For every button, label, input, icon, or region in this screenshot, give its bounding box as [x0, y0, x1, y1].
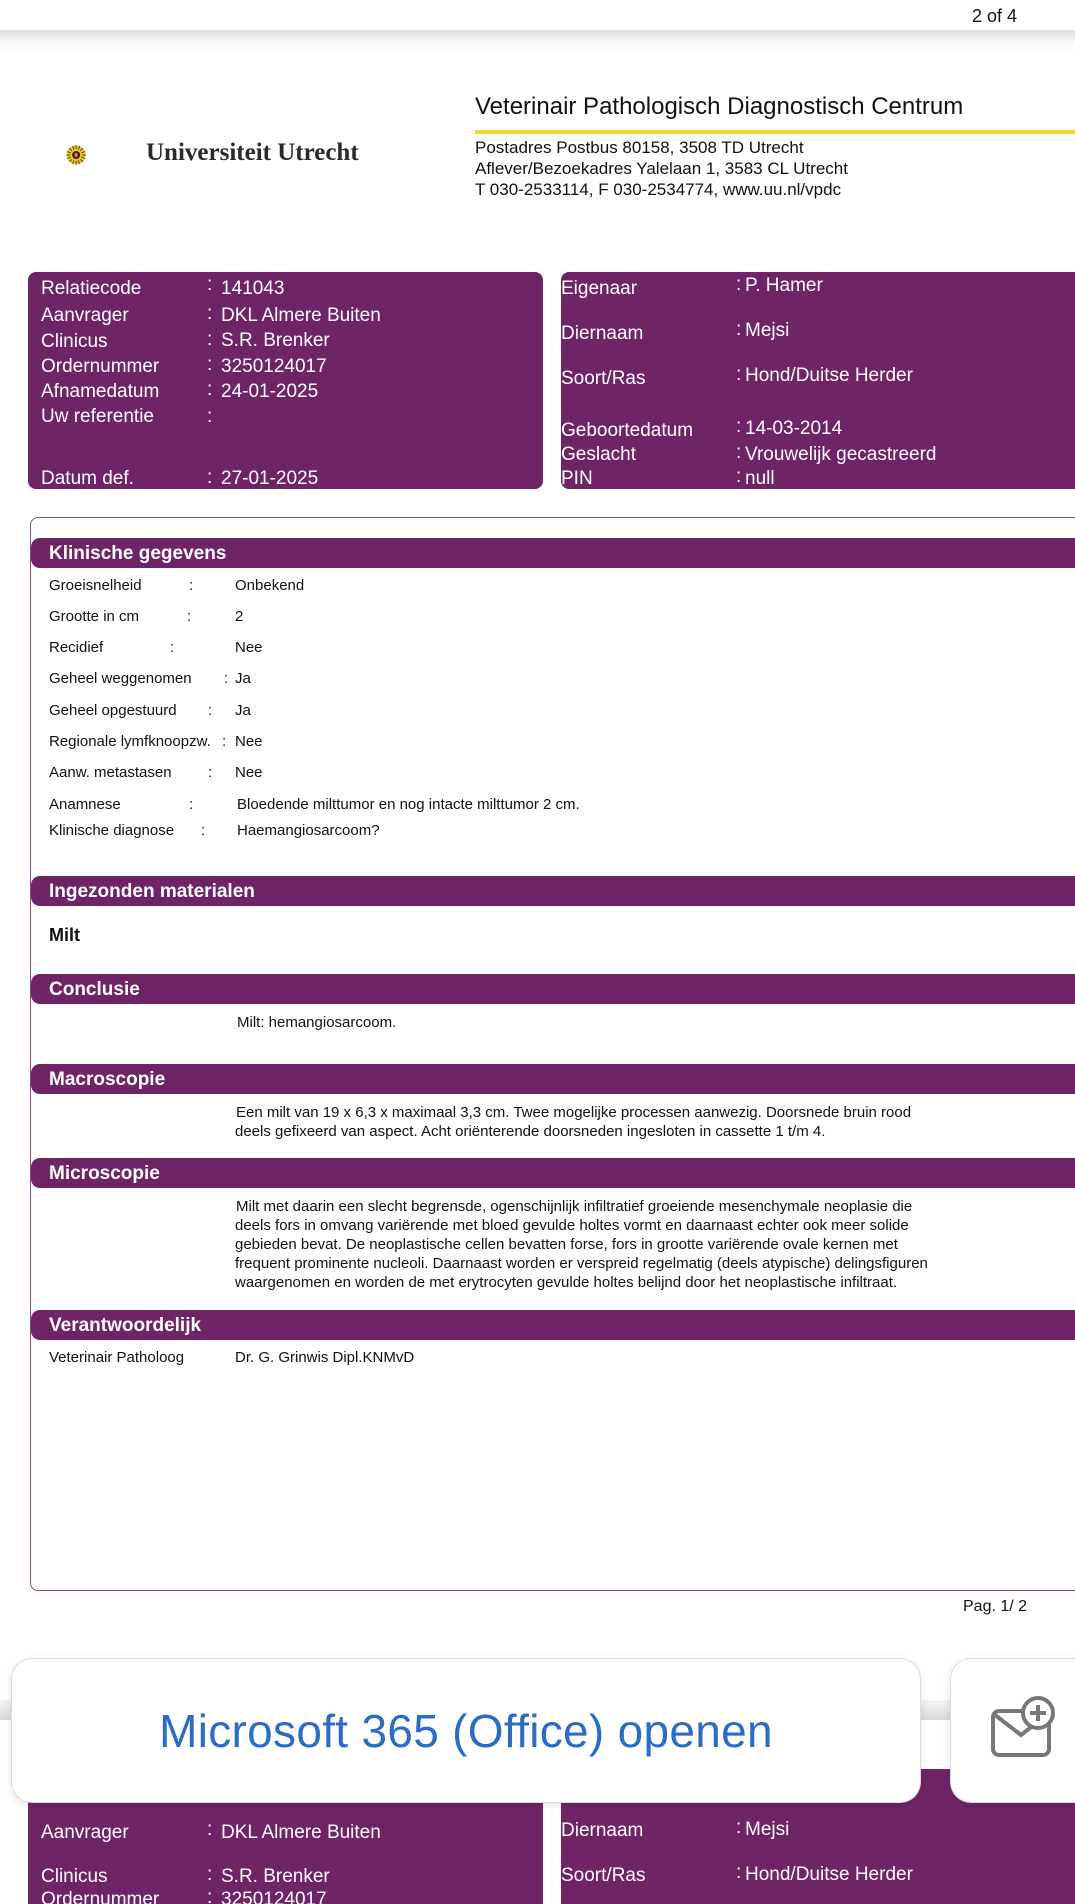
- next-clinicus-label: Clinicus: [41, 1866, 108, 1887]
- recidief-value: Nee: [235, 639, 263, 656]
- anamnese-label: Anamnese: [49, 796, 121, 813]
- page-separator: [0, 30, 1075, 52]
- colon: :: [201, 822, 206, 839]
- relatiecode-value: 141043: [221, 278, 285, 299]
- microscopie-line-1: Milt met daarin een slecht begrensde, ogenschijnlijk infiltratief groeiende mesenchymale neoplasie die: [236, 1198, 913, 1215]
- diernaam-label: Diernaam: [561, 323, 644, 344]
- colon: :: [207, 329, 213, 350]
- eigenaar-value: P. Hamer: [745, 275, 823, 296]
- section-header-ingezonden-materialen: Ingezonden materialen: [31, 876, 1075, 906]
- clinicus-value: S.R. Brenker: [221, 330, 330, 351]
- soort-ras-label: Soort/Ras: [561, 368, 646, 389]
- geboortedatum-value: 14-03-2014: [745, 418, 843, 439]
- microscopie-line-2: deels fors in omvang variërende met bloed gevulde holtes vormt en daarnaast echter ook meer solide: [235, 1217, 909, 1234]
- colon: :: [207, 467, 213, 488]
- diernaam-value: Mejsi: [745, 320, 790, 341]
- patholoog-label: Veterinair Patholoog: [49, 1349, 185, 1366]
- next-aanvrager-label: Aanvrager: [41, 1822, 129, 1843]
- aanvrager-label: Aanvrager: [41, 305, 129, 326]
- klinische-diagnose-value: Haemangiosarcoom?: [237, 822, 380, 839]
- address-postal: Postadres Postbus 80158, 3508 TD Utrecht: [475, 138, 804, 157]
- uw-referentie-label: Uw referentie: [41, 406, 154, 427]
- next-soort-ras-value: Hond/Duitse Herder: [745, 1864, 913, 1885]
- materiaal-value: Milt: [49, 925, 80, 945]
- section-header-macroscopie: Macroscopie: [31, 1064, 1075, 1094]
- colon: :: [736, 319, 742, 340]
- colon: :: [207, 303, 213, 324]
- colon: :: [189, 796, 194, 813]
- colon: :: [736, 416, 742, 437]
- share-mail-button[interactable]: [951, 1659, 1075, 1802]
- eigenaar-label: Eigenaar: [561, 278, 638, 299]
- afnamedatum-value: 24-01-2025: [221, 381, 319, 402]
- colon: :: [736, 274, 742, 295]
- grootte-value: 2: [235, 608, 244, 625]
- microscopie-line-5: waargenomen en worden de met erytrocyten gevulde holtes belijnd door het neoplastische infiltraat.: [235, 1274, 898, 1291]
- address-contact: T 030-2533114, F 030-2534774, www.uu.nl/vpdc: [475, 180, 842, 199]
- address-visit: Aflever/Bezoekadres Yalelaan 1, 3583 CL Utrecht: [475, 159, 848, 178]
- conclusie-text: Milt: hemangiosarcoom.: [237, 1014, 397, 1031]
- klinische-diagnose-label: Klinische diagnose: [49, 822, 175, 839]
- afnamedatum-label: Afnamedatum: [41, 381, 160, 402]
- colon: :: [170, 639, 175, 656]
- colon: :: [207, 379, 213, 400]
- page-number: Pag. 1/ 2: [963, 1598, 1028, 1615]
- section-header-conclusie: Conclusie: [31, 974, 1075, 1004]
- macroscopie-line-2: deels gefixeerd van aspect. Acht oriënterende doorsneden ingesloten in cassette 1 t/m 4.: [235, 1123, 826, 1140]
- patholoog-value: Dr. G. Grinwis Dipl.KNMvD: [235, 1349, 415, 1366]
- next-diernaam-value: Mejsi: [745, 1819, 790, 1840]
- geheel-opgestuurd-label: Geheel opgestuurd: [49, 702, 177, 719]
- microscopie-line-4: frequent prominente nucleoli. Daarnaast worden er verspreid regelmatig (deels atypische) delingsfiguren: [235, 1255, 928, 1272]
- next-clinicus-value: S.R. Brenker: [221, 1866, 330, 1887]
- section-header-microscopie: Microscopie: [31, 1158, 1075, 1188]
- logo-text: Universiteit Utrecht: [146, 139, 359, 166]
- relatiecode-label: Relatiecode: [41, 278, 142, 299]
- macroscopie-line-1: Een milt van 19 x 6,3 x maximaal 3,3 cm. Twee mogelijke processen aanwezig. Doorsnede bruin rood: [236, 1104, 912, 1121]
- next-ordernummer-value: 3250124017: [221, 1889, 327, 1904]
- mail-add-icon: [951, 1659, 1075, 1802]
- ordernummer-label: Ordernummer: [41, 356, 160, 377]
- section-header-verantwoordelijk: Verantwoordelijk: [31, 1310, 1075, 1340]
- colon: :: [736, 442, 742, 463]
- colon: :: [736, 1817, 742, 1838]
- page-indicator: 2 of 4: [971, 6, 1017, 26]
- datum-def-label: Datum def.: [41, 468, 134, 489]
- next-diernaam-label: Diernaam: [561, 1820, 644, 1841]
- regionale-lymfknoopzw-value: Nee: [235, 733, 263, 750]
- anamnese-value: Bloedende milttumor en nog intacte milttumor 2 cm.: [237, 796, 580, 813]
- next-soort-ras-label: Soort/Ras: [561, 1865, 646, 1886]
- colon: :: [207, 1864, 213, 1885]
- colon: :: [207, 354, 213, 375]
- geboortedatum-label: Geboortedatum: [561, 420, 694, 441]
- colon: :: [736, 466, 742, 487]
- colon: :: [207, 1887, 213, 1904]
- groeisnelheid-value: Onbekend: [235, 577, 305, 594]
- next-aanvrager-value: DKL Almere Buiten: [221, 1822, 381, 1843]
- soort-ras-value: Hond/Duitse Herder: [745, 365, 913, 386]
- section-header-klinische-gegevens: Klinische gegevens: [31, 538, 1075, 568]
- colon: :: [207, 406, 213, 427]
- viewer-top-bar: [0, 0, 1075, 30]
- colon: :: [208, 702, 213, 719]
- colon: :: [736, 364, 742, 385]
- ordernummer-value: 3250124017: [221, 356, 327, 377]
- university-logo: [66, 117, 146, 193]
- geheel-opgestuurd-value: Ja: [235, 702, 251, 719]
- open-in-microsoft-365-label: Microsoft 365 (Office) openen: [159, 1704, 773, 1757]
- microscopie-line-3: gebieden bevat. De neoplastische cellen bevatten forse, fors in grootte variërende ovale kernen met: [235, 1236, 898, 1253]
- colon: :: [187, 608, 192, 625]
- geheel-weggenomen-label: Geheel weggenomen: [49, 670, 192, 687]
- center-name: Veterinair Pathologisch Diagnostisch Centrum: [475, 93, 964, 120]
- pin-value: null: [745, 468, 775, 489]
- grootte-label: Grootte in cm: [49, 608, 140, 625]
- colon: :: [736, 1862, 742, 1883]
- header-accent-line: [475, 130, 1075, 134]
- recidief-label: Recidief: [49, 639, 104, 656]
- pin-label: PIN: [561, 468, 593, 489]
- groeisnelheid-label: Groeisnelheid: [49, 577, 142, 594]
- colon: :: [207, 274, 213, 295]
- open-in-microsoft-365-button[interactable]: [12, 1659, 920, 1802]
- datum-def-value: 27-01-2025: [221, 468, 319, 489]
- colon: :: [224, 670, 229, 687]
- geslacht-label: Geslacht: [561, 444, 636, 465]
- colon: :: [207, 1819, 213, 1840]
- geslacht-value: Vrouwelijk gecastreerd: [745, 444, 937, 465]
- colon: :: [189, 577, 194, 594]
- clinicus-label: Clinicus: [41, 331, 108, 352]
- geheel-weggenomen-value: Ja: [235, 670, 251, 687]
- aanw-metastasen-label: Aanw. metastasen: [49, 764, 172, 781]
- aanw-metastasen-value: Nee: [235, 764, 263, 781]
- next-ordernummer-label: Ordernummer: [41, 1889, 160, 1904]
- colon: :: [208, 764, 213, 781]
- aanvrager-value: DKL Almere Buiten: [221, 305, 381, 326]
- regionale-lymfknoopzw-label: Regionale lymfknoopzw.: [49, 733, 211, 750]
- colon: :: [222, 733, 227, 750]
